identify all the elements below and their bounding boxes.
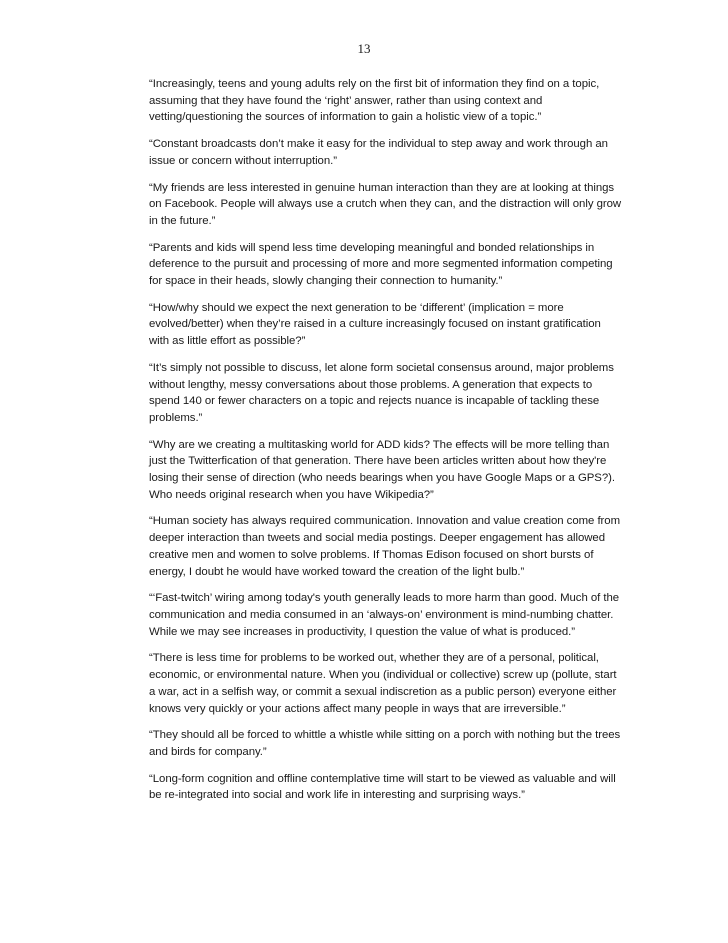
quote-paragraph: “My friends are less interested in genuine human interaction than they are at looking at things on Facebook. People will always use a crutch when they can, and the distraction will only grow in the future.” — [149, 181, 622, 227]
quote-list — [149, 76, 623, 814]
quote-paragraph: “Constant broadcasts don’t make it easy for the individual to step away and work through an issue or concern without interruption.” — [149, 138, 608, 167]
quote-paragraph: “Increasingly, teens and young adults rely on the first bit of information they find on a topic, assuming that they have found the ‘right’ answer, rather than using context and vetting/questioning the sources of information to gain a holistic view of a topic.” — [149, 78, 600, 124]
quote-paragraph: “Parents and kids will spend less time developing meaningful and bonded relationships in deference to the pursuit and processing of more and more segmented information competing for space in their heads, slowly changing their connection to humanity.” — [149, 241, 613, 288]
quote-paragraph: “Human society has always required communication. Innovation and value creation come from deeper interaction than tweets and social media postings. Deeper engagement has allowed creative men and women to solve problems. If Thomas Edison focused on short bursts of energy, I doubt he would have worked toward the creation of the light bulb.” — [149, 515, 621, 578]
quote-paragraph: “How/why should we expect the next generation to be ‘different’ (implication = more evolved/better) when they’re raised in a culture increasingly focused on instant gratification with as little effort as possible?” — [149, 301, 601, 348]
quote-paragraph: “‘Fast-twitch’ wiring among today's youth generally leads to more harm than good. Much of the communication and media consumed in an ‘always-on’ environment is mind-numbing chatter. While we may see increases in productivity, I question the value of what is produced.” — [149, 592, 620, 638]
quote-paragraph: “They should all be forced to whittle a whistle while sitting on a porch with nothing but the trees and birds for company.” — [149, 729, 621, 758]
quote-paragraph: “There is less time for problems to be worked out, whether they are of a personal, political, economic, or environmental nature. When you (individual or collective) screw up (pollute, start a war, act in a selfish way, or commit a sexual indiscretion as a public person) everyone either knows very quickly or your actions affect many people in ways that are irreversible.” — [149, 652, 617, 715]
page-number: 13 — [357, 41, 371, 56]
quote-paragraph: “It’s simply not possible to discuss, let alone form societal consensus around, major problems without lengthy, messy conversations about those problems. A generation that expects to spend 140 or fewer characters on a topic and rejects nuance is incapable of tackling these problems.” — [149, 361, 614, 424]
quote-paragraph: “Long-form cognition and offline contemplative time will start to be viewed as valuable and will be re-integrated into social and work life in interesting and surprising ways.” — [149, 772, 616, 802]
quote-paragraph: “Why are we creating a multitasking world for ADD kids? The effects will be more telling than just the Twitterfication of that generation. There have been articles written about how they're losing their sense of direction (who needs bearings when you have Google Maps or a GPS?). Who needs original research when you have Wikipedia?” — [149, 438, 615, 501]
